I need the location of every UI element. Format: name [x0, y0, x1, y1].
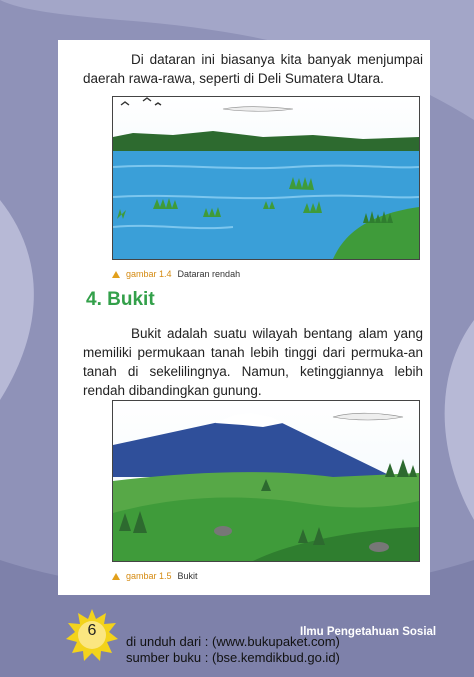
page-number: 6 — [87, 622, 97, 639]
paragraph-dataran-end: Di dataran ini biasanya kita banyak menjumpai daerah rawa-rawa, seperti di Deli Sumatera Utara. — [83, 52, 423, 86]
section-heading: 4. Bukit — [86, 289, 155, 310]
illustration-bukit — [112, 400, 420, 562]
paragraph-bukit: Bukit adalah suatu wilayah bentang alam yang memiliki permukaan tanah lebih tinggi dari permuka-an tanah di sekelilingnya. Namun, ketinggiannya lebih rendah dibandingkan gunung. — [83, 326, 423, 398]
figure-caption-2: gambar 1.5 Bukit — [112, 571, 198, 581]
triangle-icon — [112, 573, 120, 580]
triangle-icon — [112, 271, 120, 278]
figure-caption-1: gambar 1.4 Dataran rendah — [112, 269, 240, 279]
illustration-dataran-rendah — [112, 96, 420, 260]
download-source-line: di unduh dari : (www.bukupaket.com) — [126, 634, 340, 649]
book-title: Ilmu Pengetahuan Sosial — [300, 626, 437, 638]
book-source-line: sumber buku : (bse.kemdikbud.go.id) — [126, 650, 340, 665]
